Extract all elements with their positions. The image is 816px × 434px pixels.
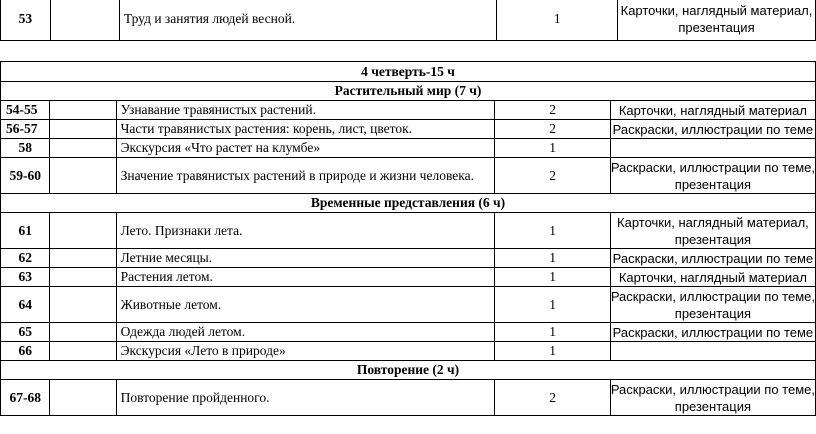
empty-cell xyxy=(50,249,116,268)
lesson-hours: 2 xyxy=(495,158,610,194)
lesson-materials: Раскраски, иллюстрации по теме xyxy=(610,323,815,342)
lesson-topic: Лето. Признаки лета. xyxy=(116,213,495,249)
lesson-topic: Одежда людей летом. xyxy=(116,323,495,342)
section-title-plants: Растительный мир (7 ч) xyxy=(1,82,816,101)
lesson-topic: Узнавание травянистых растений. xyxy=(116,101,495,120)
materials-line: Раскраски, иллюстрации по теме, xyxy=(610,381,815,397)
empty-cell xyxy=(50,0,119,41)
table-row xyxy=(1,139,816,158)
lesson-topic: Значение травянистых растений в природе и жизни человека. xyxy=(116,158,495,194)
table-row xyxy=(1,342,816,361)
materials-line: презентация xyxy=(674,176,752,192)
lesson-number: 58 xyxy=(1,139,50,158)
section-title-review: Повторение (2 ч) xyxy=(1,361,816,380)
empty-cell xyxy=(50,287,116,323)
section-header-row xyxy=(1,82,816,101)
lesson-topic: Растения летом. xyxy=(116,268,495,287)
lesson-number: 59-60 xyxy=(1,158,50,194)
lesson-materials: Карточки, наглядный материал xyxy=(610,268,815,287)
lesson-topic: Части травянистых растения: корень, лист, цветок. xyxy=(116,120,495,139)
empty-cell xyxy=(50,380,116,416)
empty-cell xyxy=(50,268,116,287)
table-row xyxy=(1,120,816,139)
lesson-number: 63 xyxy=(1,268,50,287)
table-row xyxy=(1,287,816,323)
materials-line: Раскраски, иллюстрации по теме, xyxy=(610,159,815,175)
empty-cell xyxy=(50,158,116,194)
lesson-number: 56-57 xyxy=(1,120,50,139)
lesson-hours: 1 xyxy=(495,287,610,323)
table-row xyxy=(1,158,816,194)
lesson-hours: 1 xyxy=(495,213,610,249)
lesson-hours: 1 xyxy=(495,249,610,268)
empty-cell xyxy=(50,120,116,139)
lesson-materials xyxy=(610,380,815,416)
quarter-header-row xyxy=(1,62,816,82)
lesson-topic: Экскурсия «Лето в природе» xyxy=(116,342,495,361)
lesson-number: 67-68 xyxy=(1,380,50,416)
lesson-hours: 1 xyxy=(495,323,610,342)
table-row xyxy=(1,323,816,342)
lesson-hours: 2 xyxy=(495,101,610,120)
table-row xyxy=(1,249,816,268)
lesson-number: 61 xyxy=(1,213,50,249)
empty-cell xyxy=(50,139,116,158)
materials-line: презентация xyxy=(674,231,752,247)
materials-line: Карточки, наглядный материал, xyxy=(620,2,813,18)
lesson-hours: 2 xyxy=(495,380,610,416)
empty-cell xyxy=(50,101,116,120)
materials-line: Раскраски, иллюстрации по теме, xyxy=(610,288,815,304)
section-header-row xyxy=(1,194,816,213)
lesson-number: 54-55 xyxy=(1,101,50,120)
lesson-topic: Летние месяцы. xyxy=(116,249,495,268)
quarter-title: 4 четверть-15 ч xyxy=(1,62,816,82)
section-header-row xyxy=(1,361,816,380)
lesson-number: 53 xyxy=(1,0,51,41)
empty-cell xyxy=(50,213,116,249)
materials-line: Карточки, наглядный материал, xyxy=(617,214,809,230)
lesson-hours: 1 xyxy=(495,139,610,158)
lesson-topic: Экскурсия «Что растет на клумбе» xyxy=(116,139,495,158)
previous-page-table xyxy=(0,0,816,41)
lesson-hours: 1 xyxy=(495,342,610,361)
table-row xyxy=(1,213,816,249)
table-row xyxy=(1,380,816,416)
table-row xyxy=(1,268,816,287)
lesson-materials: Раскраски, иллюстрации по теме xyxy=(610,249,815,268)
lesson-materials: Раскраски, иллюстрации по теме xyxy=(610,120,815,139)
lesson-number: 65 xyxy=(1,323,50,342)
lesson-materials xyxy=(618,0,816,41)
lesson-materials xyxy=(610,158,815,194)
materials-line: презентация xyxy=(674,305,752,321)
lesson-hours: 1 xyxy=(495,268,610,287)
empty-cell xyxy=(50,342,116,361)
lesson-materials: Карточки, наглядный материал xyxy=(610,101,815,120)
lesson-number: 64 xyxy=(1,287,50,323)
lesson-hours: 1 xyxy=(497,0,618,41)
lesson-topic: Труд и занятия людей весной. xyxy=(119,0,497,41)
lesson-hours: 2 xyxy=(495,120,610,139)
lesson-materials xyxy=(610,139,815,158)
lesson-number: 66 xyxy=(1,342,50,361)
lesson-topic: Повторение пройденного. xyxy=(116,380,495,416)
curriculum-table xyxy=(0,61,816,416)
lesson-materials xyxy=(610,287,815,323)
empty-cell xyxy=(50,323,116,342)
materials-line: презентация xyxy=(678,19,755,35)
table-row xyxy=(1,101,816,120)
lesson-materials xyxy=(610,342,815,361)
lesson-topic: Животные летом. xyxy=(116,287,495,323)
lesson-number: 62 xyxy=(1,249,50,268)
table-row xyxy=(1,0,816,41)
materials-line: презентация xyxy=(674,398,752,414)
section-title-time: Временные представления (6 ч) xyxy=(1,194,816,213)
lesson-materials xyxy=(610,213,815,249)
